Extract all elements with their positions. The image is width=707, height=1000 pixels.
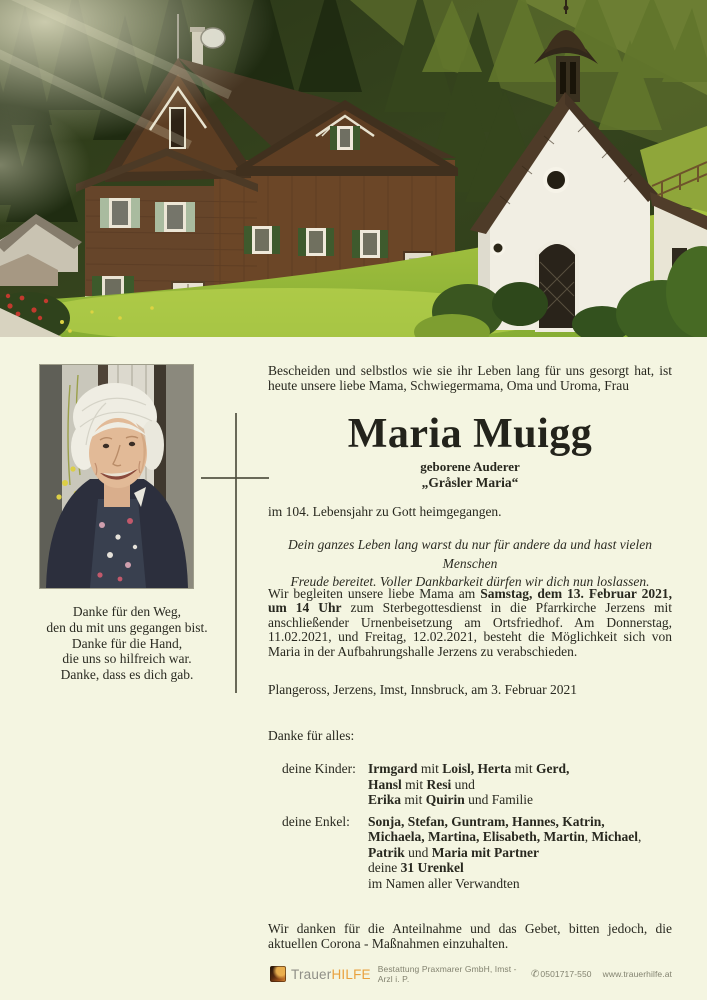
brand-prefix: Trauer [291,966,332,982]
verse-line: die uns so hilfreich war. [62,651,192,667]
grandchildren-line: Sonja, Stefan, Guntram, Hannes, Katrin, [368,813,605,829]
portrait-photo [40,365,193,588]
verse-line: Danke, dass es dich gab. [60,667,194,683]
thanks-heading: Danke für alles: [268,728,355,743]
grandchildren-line: deine 31 Urenkel [368,860,464,875]
trauerhilfe-logo-icon [270,966,286,982]
grandchildren-line: im Namen aller Verwandten [368,875,520,891]
publisher-phone [531,969,592,980]
grandchildren-line: Patrik und Maria mit Partner [368,844,539,860]
children-line: Hansl mit Resi und [368,776,475,792]
publisher-bar [270,963,672,985]
verse-line: Danke für die Hand, [71,635,183,651]
quote-line: Freude bereitet. Voller Dankbarkeit dürfen wir dich nun loslassen. [290,574,650,589]
closing-paragraph: Wir danken für die Anteilnahme und das Gebet, bitten jedoch, die aktuellen Corona - Maßnahmen einzuhalten. [268,921,672,951]
children-line: Irmgard mit Loisl, Herta mit Gerd, [368,761,570,776]
verse-line: den du mit uns gegangen bist. [46,619,208,635]
grandchildren-line: Michaela, Martina, Elisabeth, Martin, Michael, [368,829,642,844]
quote-line: Dein ganzes Leben lang warst du nur für andere da und hast vielen Menschen [288,537,652,571]
verse-line: Danke für den Weg, [72,604,182,619]
deceased-name: Maria Muigg [347,411,593,457]
brand-suffix: HILFE [331,966,371,982]
children-label: deine Kinder: [282,761,356,776]
cross-horizontal-line [201,477,269,479]
funeral-announcement: Wir begleiten unsere liebe Mama am Samstag, dem 13. Februar 2021, um 14 Uhr zum Sterbegottesdienst in die Pfarrkirche Jerzens mit anschließender Urnenbeisetzung am Ortsfriedhof. Am Donnerstag, 11.02.2021, und Freitag, 12.02.2021, besteht die Möglichkeit sich von Maria in der Aufbahrungshalle Jerzens zu verabschieden. [268,586,672,659]
place-date-line: Plangeross, Jerzens, Imst, Innsbruck, am 3. Februar 2021 [268,682,577,697]
memorial-verse [10,604,244,683]
publisher-website: www.trauerhilfe.at [602,969,672,979]
phone-icon: ✆ [530,968,540,980]
header-photo-farmhouse-chapel [0,0,707,337]
grandchildren-names [368,814,672,892]
children-row [268,761,672,808]
farewell-quote [268,536,672,592]
phone-number: 0501717-550 [540,968,592,979]
trauerhilfe-brand [291,967,371,982]
intro-paragraph: Bescheiden und selbstlos wie sie ihr Leben lang für uns gesorgt hat, ist heute unsere liebe Mama, Schwiegermama, Oma und Uroma, Frau [268,363,672,393]
passing-line: im 104. Lebensjahr zu Gott heimgegangen. [268,504,502,519]
children-names [368,761,672,808]
publisher-company: Bestattung Praxmarer GmbH, Imst - Arzl i. P. [377,964,517,984]
nickname: „Gråsler Maria“ [421,475,519,490]
grandchildren-label: deine Enkel: [282,813,350,829]
birth-name: geborene Auderer [420,459,520,474]
grandchildren-row [268,814,672,892]
family-list [268,761,672,891]
children-line: Erika mit Quirin und Familie [368,792,534,807]
